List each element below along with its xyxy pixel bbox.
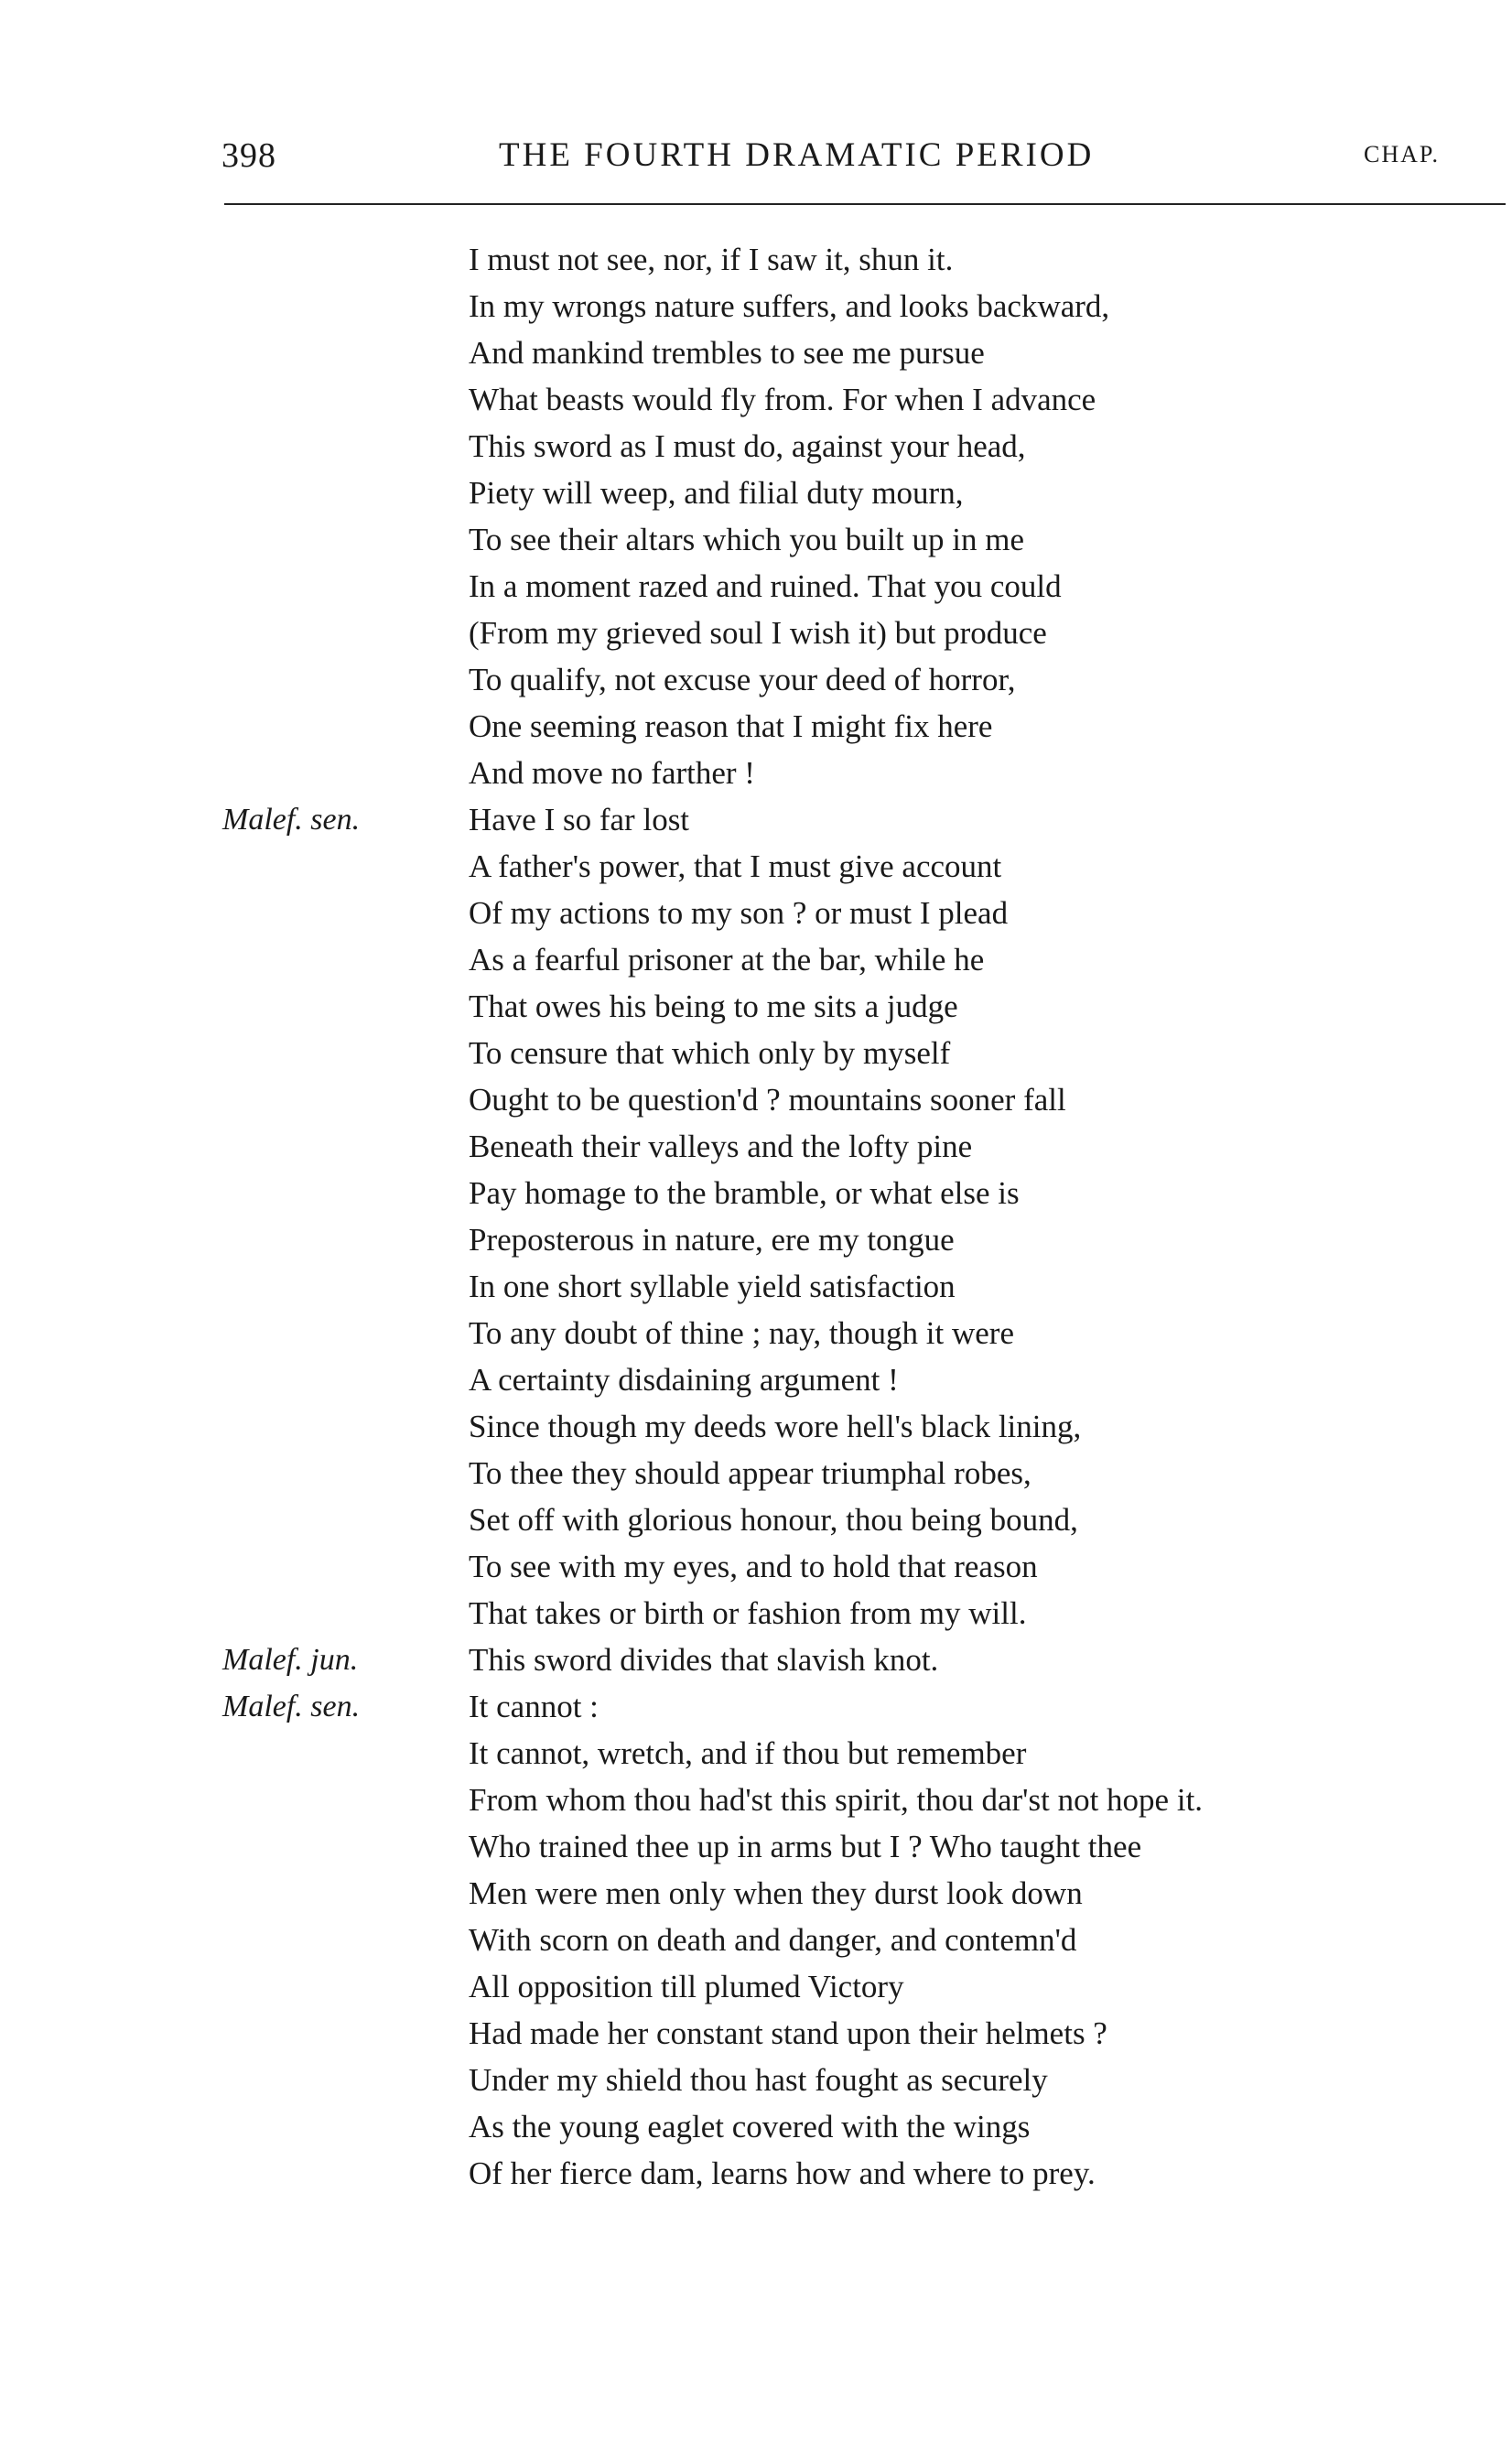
verse-line [0, 1543, 1512, 1590]
verse-text: And move no farther ! [469, 755, 755, 791]
verse-line [0, 796, 1512, 843]
verse-line [0, 1637, 1512, 1683]
verse-line [0, 563, 1512, 610]
verse-line [0, 1730, 1512, 1777]
verse-line [0, 1917, 1512, 1963]
speaker-label: Malef. sen. [222, 803, 361, 837]
verse-text: Under my shield thou hast fought as securely [469, 2062, 1048, 2098]
verse-text: All opposition till plumed Victory [469, 1969, 904, 2004]
verse-line [0, 983, 1512, 1030]
verse-text: Piety will weep, and filial duty mourn, [469, 475, 964, 511]
verse-line [0, 843, 1512, 890]
verse-text: To thee they should appear triumphal robes, [469, 1455, 1031, 1491]
verse-text: As the young eaglet covered with the wings [469, 2109, 1031, 2144]
verse-text: (From my grieved soul I wish it) but produce [469, 615, 1047, 651]
verse-text: To qualify, not excuse your deed of horror, [469, 662, 1016, 697]
verse-line [0, 1823, 1512, 1870]
verse-text: A certainty disdaining argument ! [469, 1362, 899, 1398]
verse-text: Have I so far lost [469, 802, 690, 837]
verse-text: Had made her constant stand upon their helmets ? [469, 2015, 1107, 2051]
verse-line [0, 2010, 1512, 2057]
verse-block [0, 236, 1512, 2197]
verse-text: In my wrongs nature suffers, and looks backward, [469, 288, 1110, 324]
verse-text: It cannot, wretch, and if thou but remember [469, 1735, 1027, 1771]
verse-line [0, 1216, 1512, 1263]
verse-line [0, 1777, 1512, 1823]
header-rule [224, 203, 1506, 205]
verse-text: I must not see, nor, if I saw it, shun it. [469, 242, 954, 277]
verse-line [0, 2057, 1512, 2103]
verse-line [0, 470, 1512, 516]
verse-text: One seeming reason that I might fix here [469, 708, 993, 744]
verse-line [0, 1870, 1512, 1917]
verse-text: It cannot : [469, 1689, 599, 1724]
verse-text: What beasts would fly from. For when I advance [469, 382, 1096, 417]
verse-line [0, 1963, 1512, 2010]
verse-text: In one short syllable yield satisfaction [469, 1269, 956, 1304]
verse-line [0, 329, 1512, 376]
verse-text: In a moment razed and ruined. That you could [469, 568, 1062, 604]
verse-text: Pay homage to the bramble, or what else is [469, 1175, 1020, 1211]
verse-text: And mankind trembles to see me pursue [469, 335, 985, 371]
verse-line [0, 236, 1512, 283]
verse-text: Who trained thee up in arms but I ? Who taught thee [469, 1829, 1142, 1864]
verse-text: A father's power, that I must give account [469, 848, 1002, 884]
verse-text: Men were men only when they durst look down [469, 1875, 1083, 1911]
verse-text: To censure that which only by myself [469, 1035, 951, 1071]
verse-line [0, 1496, 1512, 1543]
verse-text: That takes or birth or fashion from my will. [469, 1595, 1027, 1631]
running-head: THE FOURTH DRAMATIC PERIOD [499, 136, 1095, 174]
verse-text: As a fearful prisoner at the bar, while he [469, 942, 985, 978]
verse-line [0, 1263, 1512, 1310]
verse-line [0, 1403, 1512, 1450]
verse-text: This sword divides that slavish knot. [469, 1642, 939, 1678]
verse-text: Of her fierce dam, learns how and where to prey. [469, 2155, 1096, 2191]
verse-line [0, 936, 1512, 983]
verse-text: From whom thou had'st this spirit, thou dar'st not hope it. [469, 1782, 1204, 1818]
verse-line [0, 1590, 1512, 1637]
verse-text: Beneath their valleys and the lofty pine [469, 1129, 973, 1164]
verse-line [0, 2103, 1512, 2150]
page-header [0, 0, 1512, 220]
page-number: 398 [221, 136, 276, 175]
verse-line [0, 1356, 1512, 1403]
verse-line [0, 656, 1512, 703]
verse-line [0, 1683, 1512, 1730]
verse-text: That owes his being to me sits a judge [469, 988, 958, 1024]
verse-line [0, 1076, 1512, 1123]
speaker-label: Malef. sen. [222, 1690, 361, 1723]
verse-text: Ought to be question'd ? mountains sooner fall [469, 1082, 1066, 1118]
verse-text: Of my actions to my son ? or must I plead [469, 895, 1009, 931]
verse-line [0, 376, 1512, 423]
verse-text: Preposterous in nature, ere my tongue [469, 1222, 955, 1258]
verse-line [0, 423, 1512, 470]
verse-text: This sword as I must do, against your head, [469, 428, 1026, 464]
verse-text: To see their altars which you built up in me [469, 522, 1024, 557]
verse-line [0, 516, 1512, 563]
verse-line [0, 890, 1512, 936]
verse-line [0, 1450, 1512, 1496]
verse-line [0, 2150, 1512, 2197]
verse-line [0, 1310, 1512, 1356]
verse-line [0, 1030, 1512, 1076]
verse-line [0, 1170, 1512, 1216]
verse-text: With scorn on death and danger, and contemn'd [469, 1922, 1077, 1958]
verse-text: To any doubt of thine ; nay, though it were [469, 1315, 1014, 1351]
verse-line [0, 750, 1512, 796]
verse-text: Set off with glorious honour, thou being bound, [469, 1502, 1078, 1538]
verse-line [0, 703, 1512, 750]
verse-text: To see with my eyes, and to hold that reason [469, 1549, 1038, 1584]
verse-line [0, 1123, 1512, 1170]
verse-text: Since though my deeds wore hell's black lining, [469, 1409, 1082, 1444]
verse-line [0, 283, 1512, 329]
speaker-label: Malef. jun. [222, 1643, 359, 1677]
chapter-marker: CHAP. [1364, 141, 1440, 167]
verse-line [0, 610, 1512, 656]
